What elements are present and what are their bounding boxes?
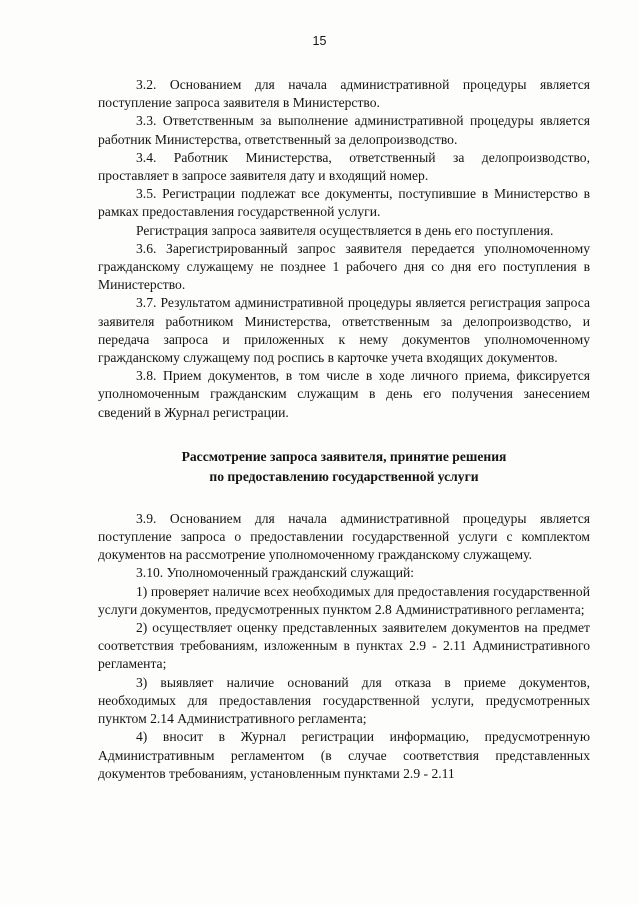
paragraph-3-4: 3.4. Работник Министерства, ответственный за делопроизводство, проставляет в запросе заявителя дату и входящий номер. [98, 149, 590, 184]
section-heading-line-1: Рассмотрение запроса заявителя, принятие решения [181, 448, 507, 464]
list-item-4: 4) вносит в Журнал регистрации информацию, предусмотренную Административным регламентом (в случае соответствия представленных документов требованиям, установленным пунктами 2.9 - 2.11 [98, 729, 590, 781]
section-heading [98, 447, 590, 487]
paragraph-3-3: 3.3. Ответственным за выполнение административной процедуры является работник Министерства, ответственный за делопроизводство. [98, 113, 590, 147]
paragraph-3-7: 3.7. Результатом административной процедуры является регистрация запроса заявителя работником Министерства, ответственным за делопроизводство, и передача запроса и приложенных к нему документов уполномоченному гражданскому служащему под роспись в карточке учета входящих документов. [98, 295, 590, 366]
paragraph-3-10: 3.10. Уполномоченный гражданский служащий: [136, 565, 415, 581]
paragraph-registration: Регистрация запроса заявителя осуществляется в день его поступления. [136, 222, 554, 238]
paragraph-3-5: 3.5. Регистрации подлежат все документы, поступившие в Министерство в рамках предоставления государственной услуги. [98, 186, 590, 220]
section-heading-line-2: по предоставлению государственной услуги [209, 468, 479, 484]
list-item-3: 3) выявляет наличие оснований для отказа в приеме документов, необходимых для предоставления государственной услуги, предусмотренных пунктом 2.14 Административного регламента; [98, 674, 590, 727]
document-body [98, 76, 590, 783]
page-number: 15 [312, 34, 327, 48]
list-item-1: 1) проверяет наличие всех необходимых для предоставления государственной услуги документов, предусмотренных пунктом 2.8 Административного регламента; [98, 583, 590, 617]
paragraph-3-6: 3.6. Зарегистрированный запрос заявителя передается уполномоченному гражданскому служащему не позднее 1 рабочего дня со дня его поступления в Министерство. [98, 240, 590, 293]
paragraph-3-9: 3.9. Основанием для начала административной процедуры является поступление запроса о предоставлении государственной услуги с комплектом документов на рассмотрение уполномоченному гражданскому служащему. [98, 510, 590, 563]
list-item-2: 2) осуществляет оценку представленных заявителем документов на предмет соответствия требованиям, изложенным в пунктах 2.9 - 2.11 Административного регламента; [98, 620, 590, 672]
paragraph-3-8: 3.8. Прием документов, в том числе в ходе личного приема, фиксируется уполномоченным гражданским служащим в день его получения занесением сведений в Журнал регистрации. [98, 368, 590, 420]
paragraph-3-2: 3.2. Основанием для начала административной процедуры является поступление запроса заявителя в Министерство. [98, 77, 590, 111]
